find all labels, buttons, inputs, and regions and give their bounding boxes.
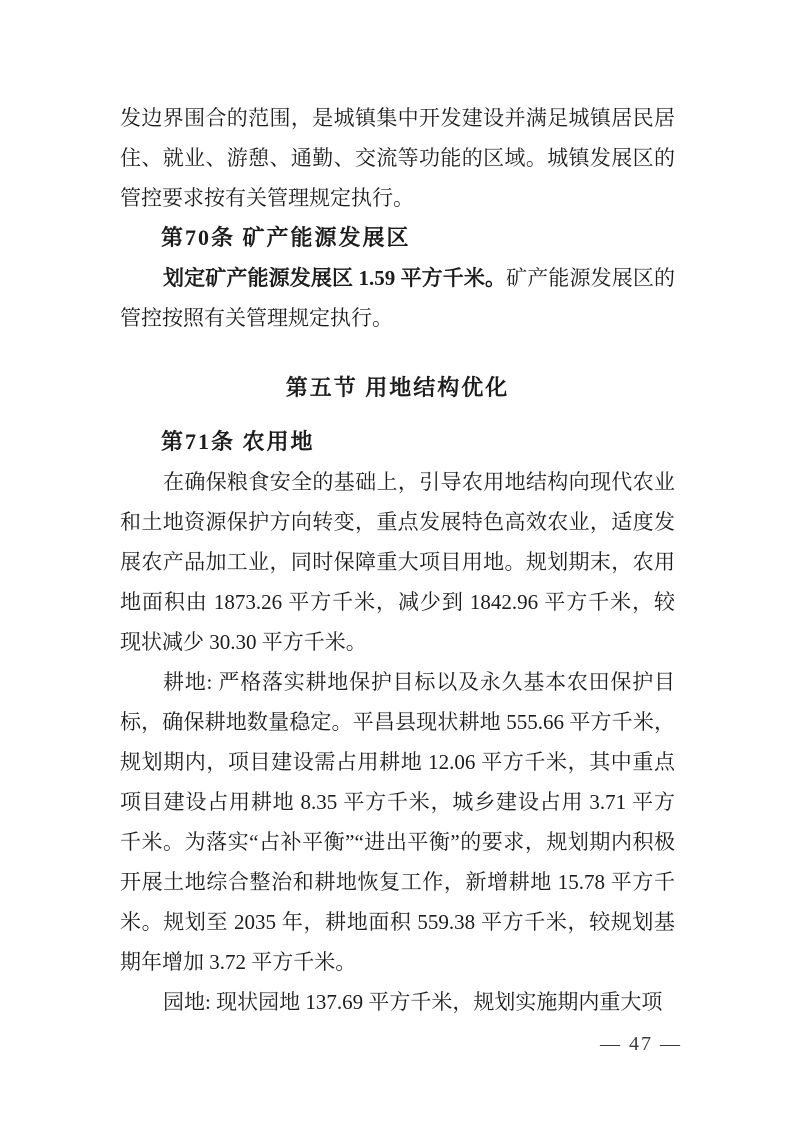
article-70-heading: 第70条 矿产能源发展区 [161, 225, 411, 250]
article-71-heading: 第71条 农用地 [161, 429, 315, 454]
paragraph-agricultural-land: 在确保粮食安全的基础上，引导农用地结构向现代农业和土地资源保护方向转变，重点发展特色高效农业，适度发展农产品加工业，同时保障重大项目用地。规划期末，农用地面积由 1873.26 平方千米，减少到 1842.96 平方千米，较现状减少 30.30 平方千米。 [120, 470, 675, 654]
paragraph-article-70-body [120, 258, 675, 338]
article-70-bold-statement: 划定矿产能源发展区 1.59 平方千米。 [163, 266, 507, 290]
article-70-regular-text: 矿产能源发展区的管控按照有关管理规定执行。 [120, 266, 676, 330]
paragraph-garden-land: 园地: 现状园地 137.69 平方千米，规划实施期内重大项 [163, 990, 663, 1014]
paragraph-cultivated-land: 耕地: 严格落实耕地保护目标以及永久基本农田保护目标，确保耕地数量稳定。平昌县现状耕地 555.66 平方千米，规划期内，项目建设需占用耕地 12.06 平方千米，其中重点项目建设占用耕地 8.35 平方千米，城乡建设占用 3.71 平方千米。为落实“占补平衡”“进出平衡”的要求，规划期内积极开展土地综合整治和耕地恢复工作，新增耕地 15.78 平方千米。规划至 2035 年，耕地面积 559.38 平方千米，较规划基期年增加 3.72 平方千米。 [120, 670, 675, 974]
page-number: — 47 — [600, 1033, 682, 1055]
section-5-heading: 第五节 用地结构优化 [285, 375, 510, 400]
paragraph-urban-development-zone-continuation: 发边界围合的范围，是城镇集中开发建设并满足城镇居民居住、就业、游憩、通勤、交流等功能的区域。城镇发展区的管控要求按有关管理规定执行。 [120, 106, 675, 210]
